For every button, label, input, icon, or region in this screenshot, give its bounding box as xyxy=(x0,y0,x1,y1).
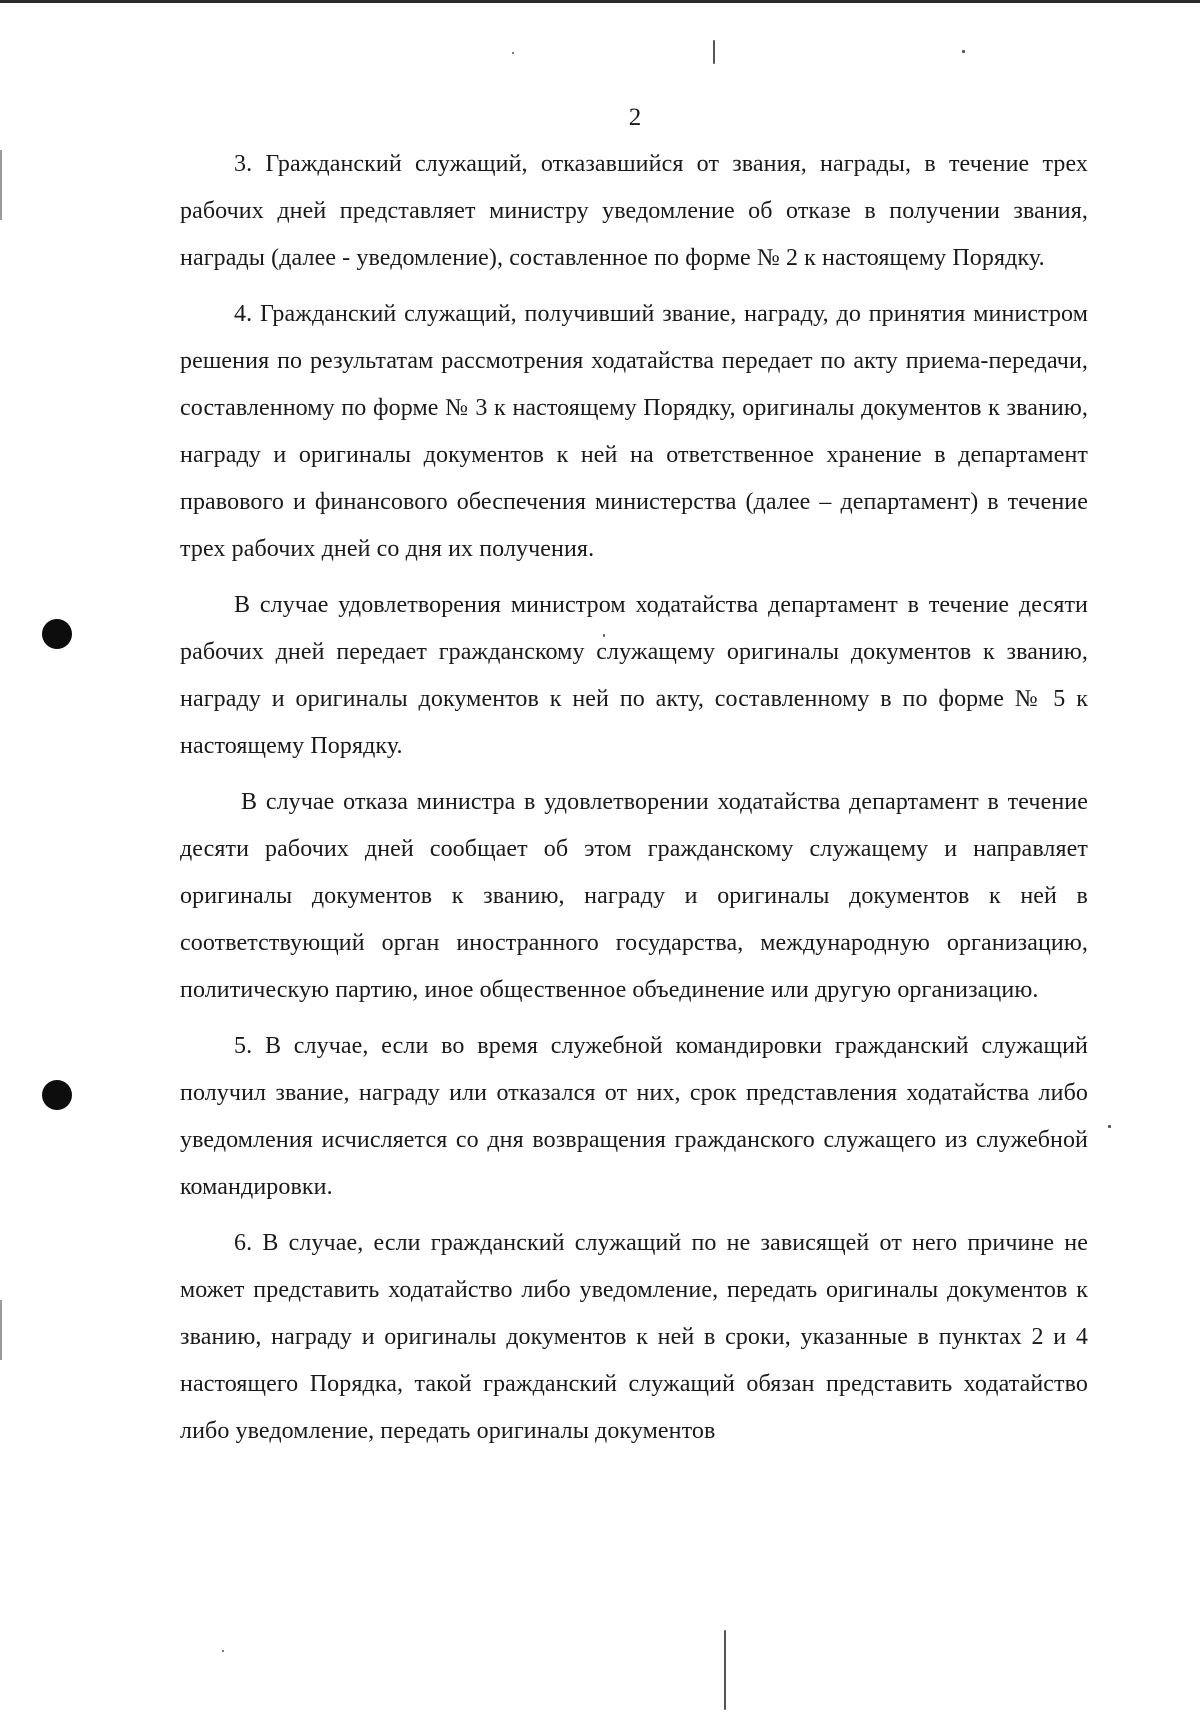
scan-speck xyxy=(222,1650,224,1652)
paragraph-approval-case: В случае удовлетворения министром ходатайства департамент в течение десяти рабочих дней передает гражданскому служащему оригиналы документов к званию, награду и оригиналы документов к ней по акту, составленному в по форме № 5 к настоящему Порядку. xyxy=(180,592,1088,759)
page-number: 2 xyxy=(628,104,642,131)
paragraph-6: 6. В случае, если гражданский служащий по не зависящей от него причине не может представить ходатайство либо уведомление, передать оригиналы документов к званию, награду и оригиналы документов к ней в сроки, указанные в пунктах 2 и 4 настоящего Порядка, такой гражданский служащий обязан представить ходатайство либо уведомление, передать оригиналы документов xyxy=(180,1230,1088,1444)
punch-hole xyxy=(42,1080,72,1110)
scan-speck xyxy=(962,50,965,53)
paragraph-3: 3. Гражданский служащий, отказавшийся от звания, награды, в течение трех рабочих дней представляет министру уведомление об отказе в получении звания, награды (далее - уведомление), составленное по форме № 2 к настоящему Порядку. xyxy=(180,151,1088,271)
paragraph-4: 4. Гражданский служащий, получивший звание, награду, до принятия министром решения по результатам рассмотрения ходатайства передает по акту приема-передачи, составленному по форме № 3 к настоящему Порядку, оригиналы документов к званию, награду и оригиналы документов к ней на ответственное хранение в департамент правового и финансового обеспечения министерства (далее – департамент) в течение трех рабочих дней со дня их получения. xyxy=(180,301,1088,562)
scan-top-edge xyxy=(0,0,1200,3)
scan-speck xyxy=(724,1630,726,1710)
scan-speck xyxy=(1108,1125,1111,1128)
scan-edge-mark xyxy=(0,150,2,220)
paragraph-refusal-case: В случае отказа министра в удовлетворении ходатайства департамент в течение десяти рабочих дней сообщает об этом гражданскому служащему и направляет оригиналы документов к званию, награду и оригиналы документов к ней в соответствующий орган иностранного государства, международную организацию, политическую партию, иное общественное объединение или другую организацию. xyxy=(180,789,1088,1003)
paragraph-5: 5. В случае, если во время служебной командировки гражданский служащий получил звание, награду или отказался от них, срок представления ходатайства либо уведомления исчисляется со дня возвращения гражданского служащего из служебной командировки. xyxy=(180,1033,1088,1200)
scan-edge-mark xyxy=(0,1300,2,1360)
scan-speck xyxy=(512,52,514,54)
body-text xyxy=(180,141,1088,1455)
punch-hole xyxy=(42,619,72,649)
scan-speck xyxy=(713,40,715,64)
